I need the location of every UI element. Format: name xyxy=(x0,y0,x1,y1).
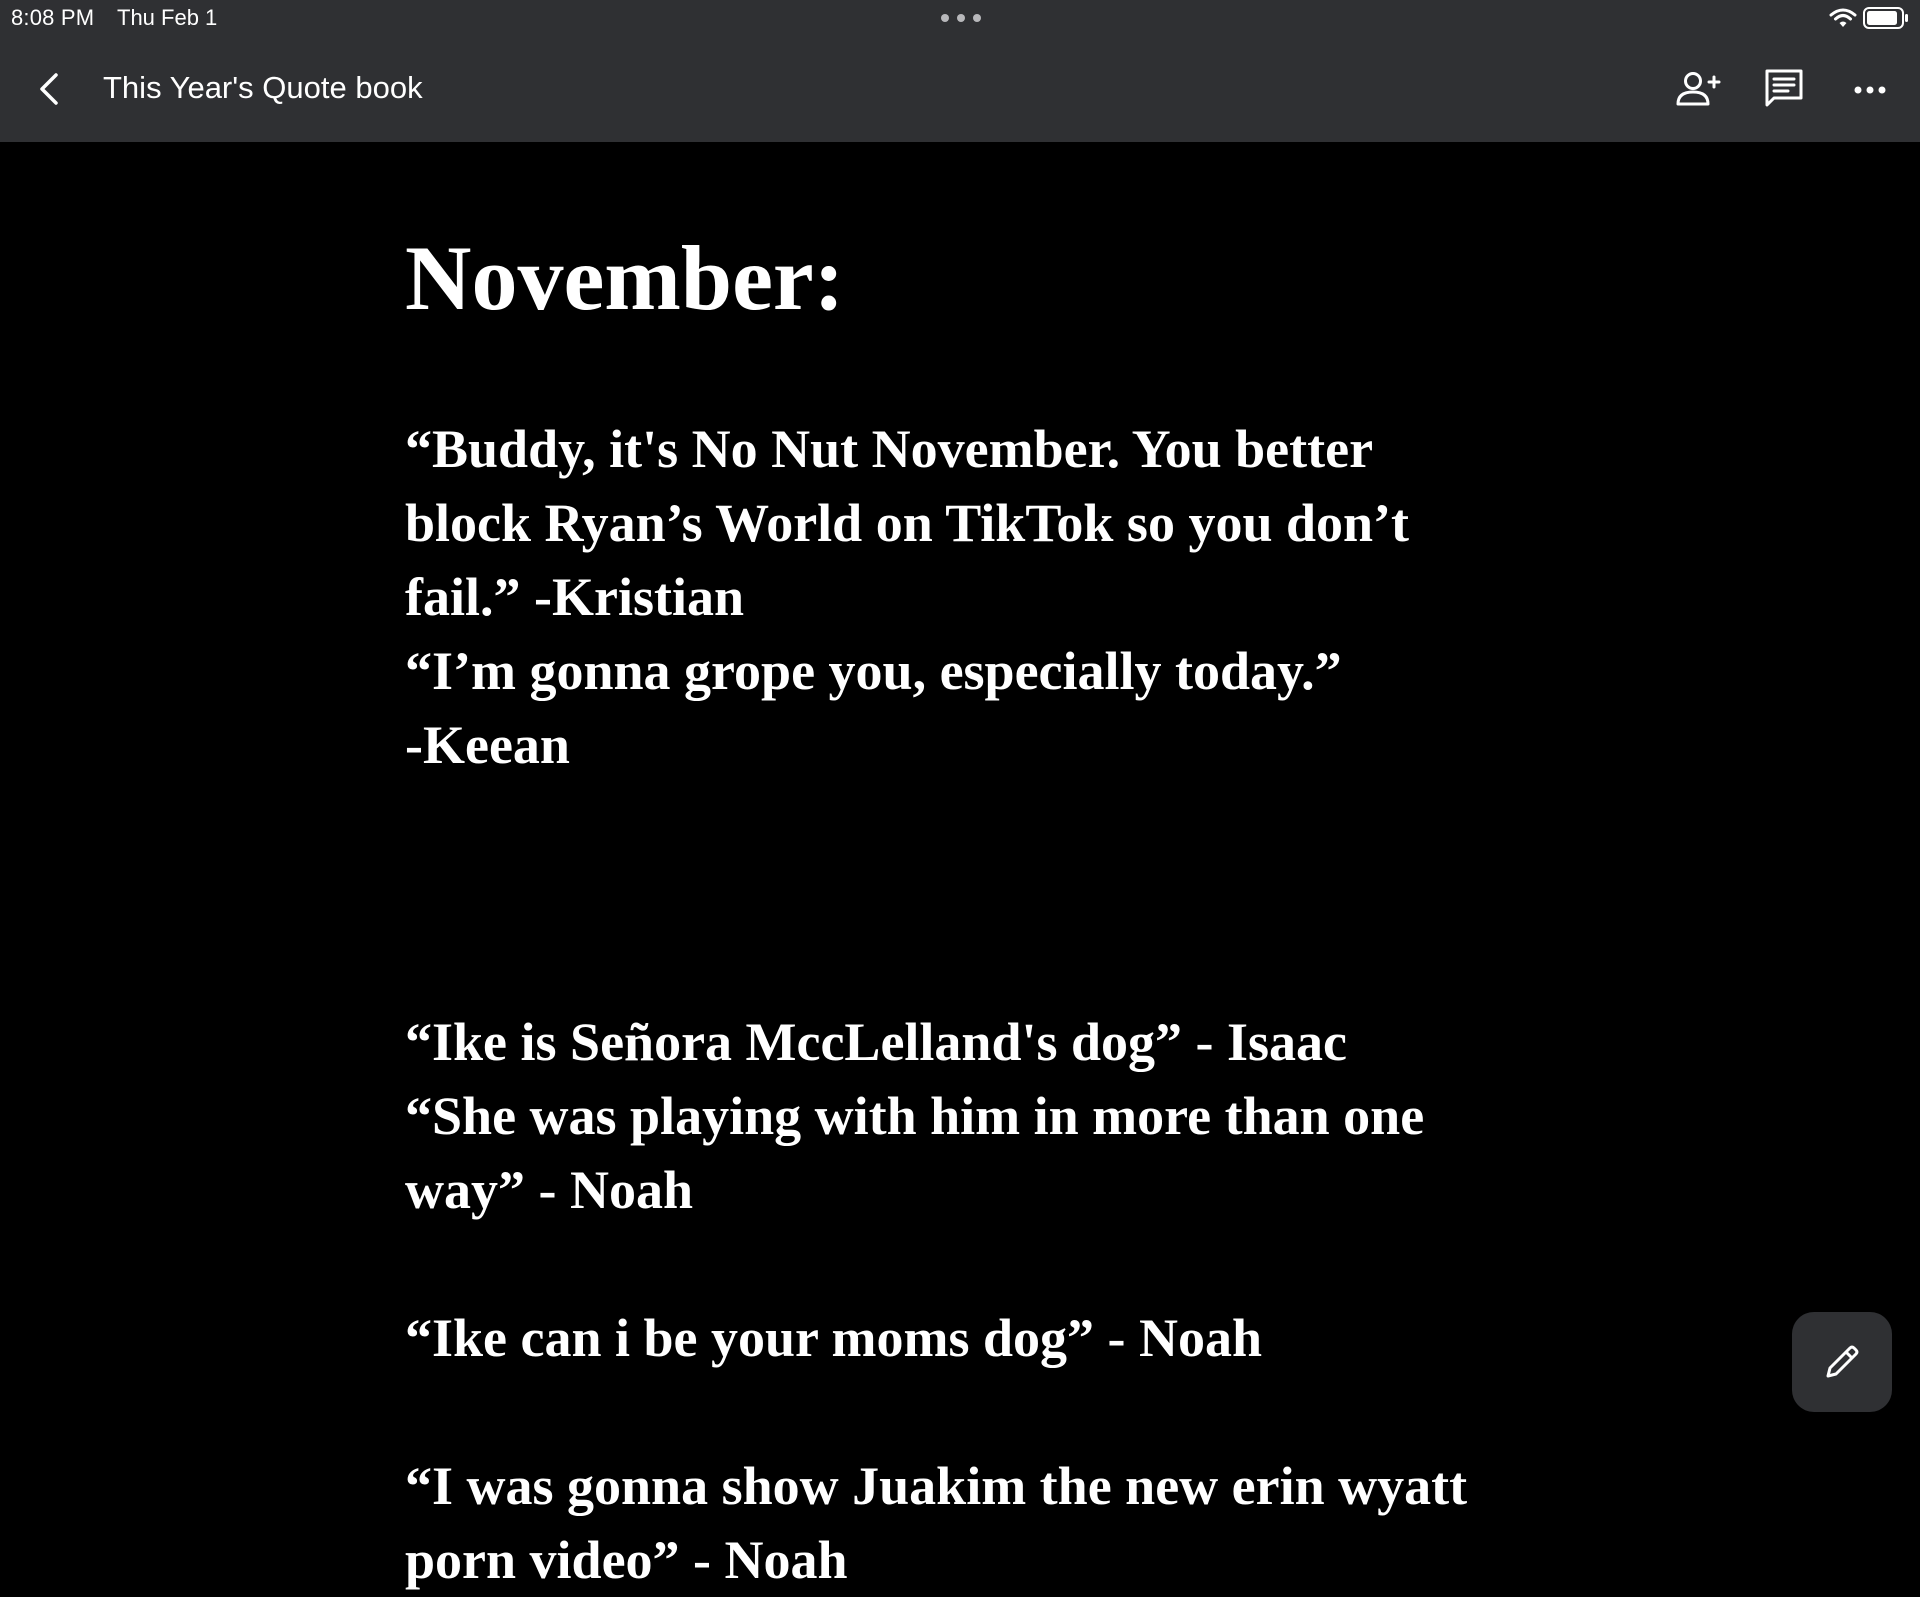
quote-block-1 xyxy=(405,412,1409,782)
quote-line: -Keean xyxy=(405,715,570,775)
quote-line: “Buddy, it's No Nut November. You better xyxy=(405,419,1374,479)
battery-icon xyxy=(1863,7,1909,29)
edit-button[interactable] xyxy=(1792,1312,1892,1412)
quote-line: way” - Noah xyxy=(405,1160,694,1220)
pencil-edit-icon xyxy=(1822,1342,1862,1382)
quote-line: block Ryan’s World on TikTok so you don’t xyxy=(405,493,1410,553)
document-title: This Year's Quote book xyxy=(103,70,423,105)
status-time: 8:08 PM xyxy=(11,5,95,30)
add-person-icon[interactable] xyxy=(1675,68,1721,110)
status-bar xyxy=(0,0,1920,36)
quote-line: “Ike is Señora MccLelland's dog” - Isaac xyxy=(405,1012,1348,1072)
back-button[interactable] xyxy=(30,67,70,111)
quote-line: “I’m gonna grope you, especially today.” xyxy=(405,641,1342,701)
comment-icon[interactable] xyxy=(1764,68,1804,110)
quote-block-3 xyxy=(405,1301,1262,1375)
quote-line: “I was gonna show Juakim the new erin wyatt xyxy=(405,1456,1468,1516)
quote-line: “Ike can i be your moms dog” - Noah xyxy=(405,1308,1263,1368)
quote-block-2 xyxy=(405,1005,1424,1227)
status-date: Thu Feb 1 xyxy=(117,5,218,30)
wifi-icon xyxy=(1830,8,1856,28)
document-body[interactable] xyxy=(405,142,1565,1590)
quote-line: “She was playing with him in more than one xyxy=(405,1086,1425,1146)
quote-line: porn video” - Noah xyxy=(405,1530,848,1590)
quote-line: fail.” -Kristian xyxy=(405,567,744,627)
quote-block-4 xyxy=(405,1449,1467,1597)
month-heading: November: xyxy=(405,227,845,329)
app-bar xyxy=(0,36,1920,142)
more-horizontal-icon[interactable] xyxy=(1852,78,1888,102)
multitasking-dots-icon[interactable] xyxy=(940,13,982,23)
